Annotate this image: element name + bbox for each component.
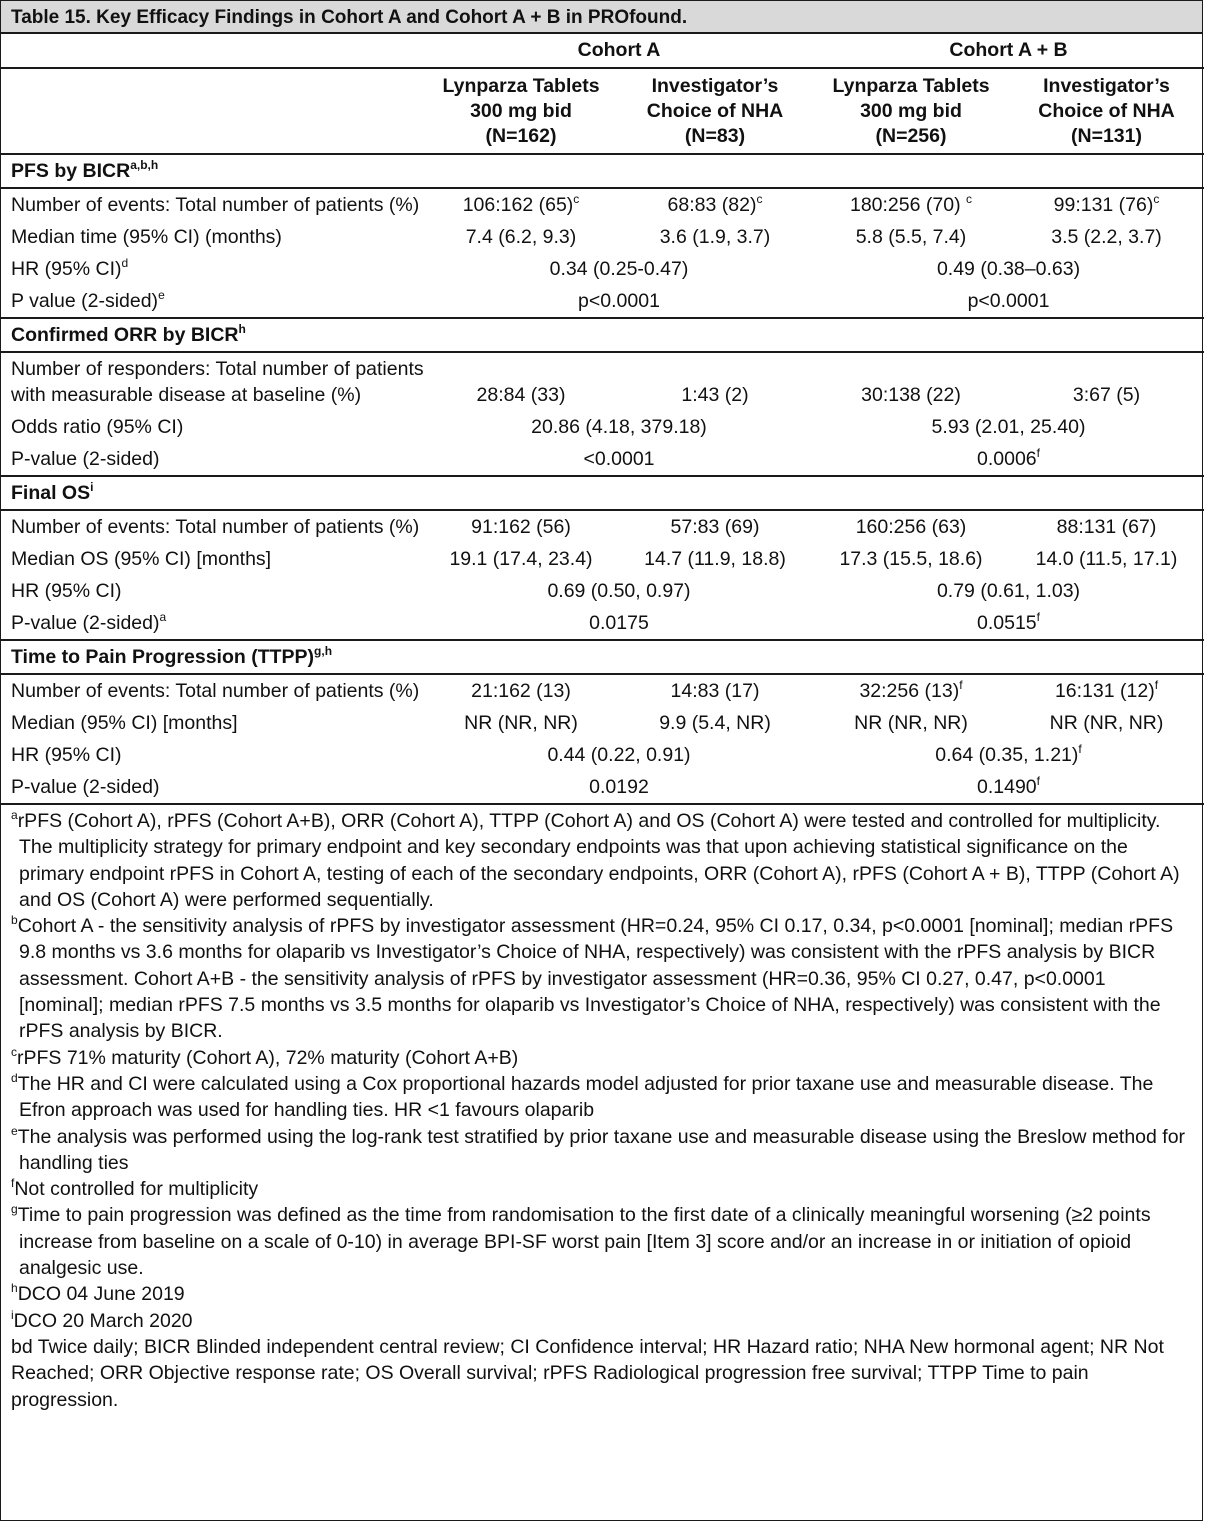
section-title-text: Final OS [11, 481, 91, 504]
value-cell: 0.64 (0.35, 1.21)$^f$ [935, 742, 1082, 766]
row-label: Median OS (95% CI) [months] [11, 548, 272, 570]
section-title-text: PFS by BICR [11, 159, 131, 182]
value-cell: 9.9 (5.4, NR) [659, 712, 771, 734]
footnote-marker: h [11, 1281, 18, 1296]
section-header-row [1, 154, 1204, 188]
arm-header-row [1, 68, 1204, 154]
value-cell: 68:83 $(82)^c$ [667, 192, 763, 216]
section-title [1, 476, 1204, 510]
footnote-marker: f [1036, 774, 1040, 788]
table-row [1, 543, 1204, 575]
footnote: $^e$The analysis was performed using the log-rank test stratified by prior taxane use and measurable disease using the Breslow method for handling ties [11, 1123, 1186, 1174]
section-title-text: Confirmed ORR by BICR [11, 323, 239, 346]
footnote: $^i$DCO 20 March 2020 [11, 1307, 193, 1332]
arm-header-cohort-ab-nha: Investigator’s Choice of NHA (N=131) [1009, 68, 1204, 154]
row-label: HR (95% CI) [11, 744, 122, 766]
value-cell: 0.49 (0.38–0.63) [936, 258, 1081, 280]
footnote: $^b$Cohort A - the sensitivity analysis of rPFS by investigator assessment (HR=0.24, 95% CI 0.17, 0.34, p<0.0001 [nominal]; median rPFS 9.8 months vs 3.6 months for olaparib vs Investigator’s Choice of NHA, respectively) was consistent with the rPFS analysis by BICR assessment. Cohort A+B - the sensitivity analysis of rPFS by investigator assessment (HR=0.36, 95% CI 0.27, 0.47, p<0.0001 [nominal]; median rPFS 7.5 months vs 3.5 months for olaparib vs Investigator’s Choice of NHA, respectively) was consistent with the rPFS analysis by BICR. [11, 913, 1174, 1043]
footnote-marker: f [959, 678, 963, 692]
value-cell: 3:67 (5) [1072, 384, 1141, 406]
footnote-marker: f [1078, 742, 1082, 756]
value-cell: 21:162 (13) [471, 680, 571, 702]
footnote-marker: f [11, 1176, 15, 1191]
row-label: P value (2-sided)$^e$ [1, 285, 425, 318]
footnote: $^a$rPFS (Cohort A), rPFS (Cohort A+B), ORR (Cohort A), TTPP (Cohort A) and OS (Cohort A) were tested and controlled for multiplicity. The multiplicity strategy for primary endpoint and key secondary endpoints was that upon achieving statistical significance on the primary endpoint rPFS in Cohort A, testing of each of the secondary endpoints, ORR (Cohort A), rPFS (Cohort A + B), TTPP (Cohort A) and OS (Cohort A) were performed sequentially. [11, 808, 1180, 911]
footnote-marker: d [11, 1070, 18, 1085]
row-label: Number of events: Total number of patients (%) [11, 516, 420, 538]
value-cell: 5.93 (2.01, 25.40) [931, 416, 1086, 438]
footnote: $^g$Time to pain progression was defined as the time from randomisation to the first date of a clinically meaningful worsening (≥2 points increase from baseline on a scale of 0-10) in average BPI-SF worst pain [Item 3] score and/or an increase in or initiation of opioid analgesic use. [11, 1202, 1151, 1280]
value-cell: 14:83 (17) [670, 680, 760, 702]
value-cell: 1:43 (2) [681, 384, 749, 406]
value-cell: NR (NR, NR) [464, 712, 578, 734]
value-cell: 3.5 (2.2, 3.7) [1051, 226, 1162, 248]
section-title [1, 318, 1204, 352]
value-cell: 32:256 $(13)^f$ [859, 678, 963, 702]
efficacy-table [1, 34, 1204, 805]
value-cell: 0.69 (0.50, 0.97) [547, 580, 691, 602]
footnote: $^c$rPFS 71% maturity (Cohort A), 72% maturity (Cohort A+B) [11, 1044, 519, 1069]
value-cell: 180:256 (70) $^c$ [849, 192, 972, 216]
value-cell: <0.0001 [425, 443, 813, 476]
row-label: Median (95% CI) [months] [11, 712, 238, 734]
table-row [1, 575, 1204, 607]
footnote-marker: c [11, 1044, 17, 1059]
cohort-ab-header: Cohort A + B [813, 34, 1204, 68]
abbreviations: bd Twice daily; BICR Blinded independent central review; CI Confidence interval; HR Hazard ratio; NHA New hormonal agent; NR Not Reached; ORR Objective response rate; OS Overall survival; rPFS Radiological progression free survival; TTPP Time to pain progression. [11, 1335, 1164, 1411]
cohort-header-row [1, 34, 1204, 68]
value-cell: 30:138 (22) [861, 384, 961, 406]
value-cell: 0.44 (0.22, 0.91) [547, 744, 691, 766]
footnote-marker: g [11, 1202, 18, 1217]
row-label: HR (95% CI) [11, 580, 122, 602]
table-row [1, 221, 1204, 253]
footnote-marker: e [158, 288, 165, 302]
value-cell: 0.34 (0.25-0.47) [549, 258, 689, 280]
table-row [1, 443, 1204, 476]
value-cell: 14.7 (11.9, 18.8) [644, 548, 786, 570]
value-cell: 0.0175 [425, 607, 813, 640]
footnote-marker: i [11, 1307, 14, 1322]
section-header-row [1, 318, 1204, 352]
footnote-marker: d [121, 256, 129, 270]
table-row [1, 674, 1204, 707]
footnote: $^f$Not controlled for multiplicity [11, 1176, 259, 1201]
table-row [1, 739, 1204, 771]
row-label: Number of events: Total number of patients (%) [11, 194, 420, 216]
table-row [1, 285, 1204, 318]
section-header-row [1, 476, 1204, 510]
cohort-a-header: Cohort A [425, 34, 813, 68]
value-cell: 57:83 (69) [670, 516, 760, 538]
value-cell: 99:131 $(76)^c$ [1053, 192, 1160, 216]
table-row [1, 771, 1204, 804]
row-label: P-value (2-sided) [1, 443, 425, 476]
table-row [1, 607, 1204, 640]
section-title [1, 640, 1204, 674]
value-cell: p<0.0001 [813, 285, 1204, 318]
value-cell: 91:162 (56) [471, 516, 571, 538]
footnote-marker: h [238, 321, 246, 336]
empty-header-cell [1, 34, 425, 68]
value-cell: 20.86 (4.18, 379.18) [531, 416, 707, 438]
table-row [1, 707, 1204, 739]
section-header-row [1, 640, 1204, 674]
value-cell: 3.6 (1.9, 3.7) [659, 226, 771, 248]
footnote-marker: i [90, 479, 94, 494]
table-row [1, 510, 1204, 543]
footnote: $^d$The HR and CI were calculated using a Cox proportional hazards model adjusted for prior taxane use and measurable disease. The Efron approach was used for handling ties. HR <1 favours olaparib [11, 1070, 1154, 1122]
value-cell: 0.0006$^f$ [813, 443, 1204, 476]
value-cell: 7.4 (6.2, 9.3) [465, 226, 577, 248]
value-cell: 106:162 $(65)^c$ [462, 192, 580, 216]
footnote-marker: f [1036, 610, 1040, 624]
row-label: Number of responders: Total number of patients with measurable disease at baseline (%) [11, 358, 424, 406]
section-title-text: Time to Pain Progression (TTPP) [11, 645, 315, 668]
value-cell: 5.8 (5.5, 7.4) [855, 226, 967, 248]
value-cell: 14.0 (11.5, 17.1) [1035, 548, 1178, 570]
footnote-marker: g,h [314, 643, 333, 658]
value-cell: 17.3 (15.5, 18.6) [839, 548, 983, 570]
table-row [1, 352, 1204, 411]
arm-header-cohort-a-lynparza: Lynparza Tablets 300 mg bid (N=162) [425, 68, 617, 154]
value-cell: 0.0515$^f$ [813, 607, 1204, 640]
value-cell: 88:131 (67) [1056, 516, 1157, 538]
row-label: P-value (2-sided) [1, 771, 425, 804]
row-label: Number of events: Total number of patients (%) [11, 680, 420, 702]
value-cell: 160:256 (63) [855, 516, 967, 538]
value-cell: p<0.0001 [425, 285, 813, 318]
arm-header-cohort-a-nha: Investigator’s Choice of NHA (N=83) [617, 68, 813, 154]
footnote-marker: a,b,h [130, 157, 159, 172]
footnote-marker: b [11, 913, 18, 928]
footnote-marker: c [756, 192, 763, 206]
footnote: $^h$DCO 04 June 2019 [11, 1281, 185, 1306]
row-label: P-value (2-sided)$^a$ [1, 607, 425, 640]
footnote-marker: e [11, 1123, 18, 1138]
empty-header-cell [1, 68, 425, 154]
value-cell: 28:84 (33) [476, 384, 566, 406]
footnote-marker: c [573, 192, 580, 206]
footnote-marker: c [966, 192, 972, 206]
table-row [1, 253, 1204, 285]
section-title [1, 154, 1204, 188]
row-label: Odds ratio (95% CI) [11, 416, 184, 438]
row-label: Median time (95% CI) (months) [11, 226, 282, 248]
value-cell: NR (NR, NR) [1049, 712, 1164, 734]
value-cell: 0.79 (0.61, 1.03) [936, 580, 1081, 602]
table-row [1, 188, 1204, 221]
value-cell: 0.1490$^f$ [813, 771, 1204, 804]
value-cell: NR (NR, NR) [854, 712, 968, 734]
footnote-marker: f [1036, 446, 1040, 460]
value-cell: 0.0192 [425, 771, 813, 804]
table-row [1, 411, 1204, 443]
footnotes [1, 805, 1202, 1419]
footnote-marker: a [159, 610, 167, 624]
value-cell: 19.1 (17.4, 23.4) [449, 548, 593, 570]
row-label: HR (95% CI)$^d$ [11, 256, 129, 280]
footnote-marker: c [1153, 192, 1160, 206]
value-cell: 16:131 $(12)^f$ [1054, 678, 1159, 702]
table-title: Table 15. Key Efficacy Findings in Cohort A and Cohort A + B in PROfound. [1, 1, 1202, 34]
footnote-marker: a [11, 808, 18, 822]
arm-header-cohort-ab-lynparza: Lynparza Tablets 300 mg bid (N=256) [813, 68, 1009, 154]
footnote-marker: f [1154, 678, 1159, 692]
